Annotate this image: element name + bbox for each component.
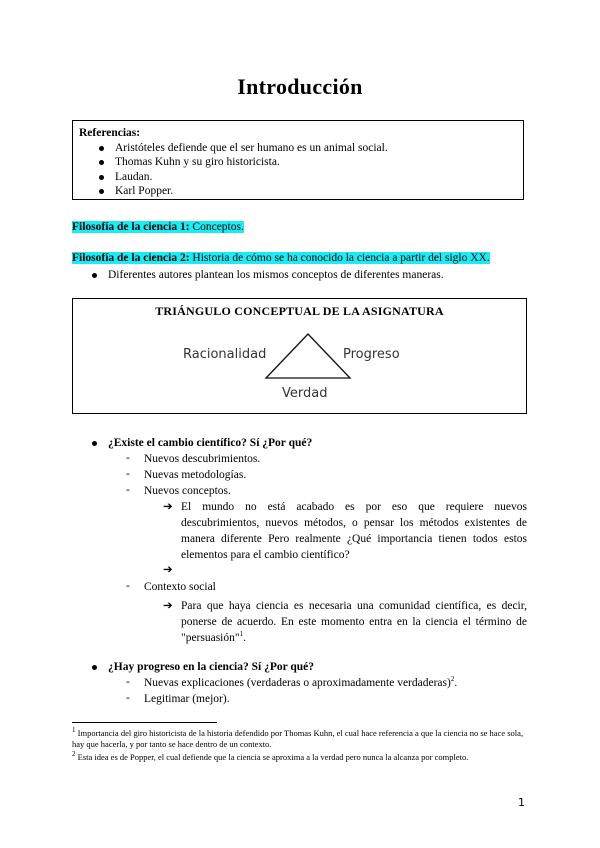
arrow-right-icon: ➔ — [163, 501, 173, 513]
references-list — [79, 141, 517, 199]
list-item: Nuevos conceptos. — [144, 485, 231, 497]
triangle-title: TRIÁNGULO CONCEPTUAL DE LA ASIGNATURA — [155, 304, 444, 318]
bullet-dot — [92, 273, 97, 278]
list-item: Nuevas metodologías. — [144, 469, 247, 481]
dash-marker: - — [126, 692, 130, 704]
list-item: Aristóteles defiende que el ser humano es un animal social. — [79, 141, 517, 156]
footnote-divider — [72, 722, 217, 723]
page-title: Introducción — [237, 74, 363, 99]
list-item-end: . — [454, 677, 458, 689]
section-2-question: ¿Hay progreso en la ciencia? Sí ¿Por qué? — [108, 661, 315, 673]
footnote-1-text: Importancia del giro historicista de la historia defendido por Thomas Kuhn, el cual hace referencia a que la ciencia no se hace sola, hay que hacerla, y por tanto se hace dentro de un contexto. — [72, 728, 524, 749]
dash-marker: - — [126, 468, 130, 480]
list-item: Laudan. — [79, 170, 517, 185]
philosophy-1-text: Conceptos. — [189, 221, 244, 233]
arrow-paragraph-3-text: Para que haya ciencia es necesaria una comunidad científica, es decir, ponerse de acuerdo. En este momento entra en la ciencia el término de "persuasión" — [181, 600, 527, 644]
list-item — [144, 676, 457, 690]
section-1-question: ¿Existe el cambio científico? Sí ¿Por qué? — [108, 437, 313, 449]
arrow-paragraph-3 — [181, 598, 527, 646]
footnote-1 — [72, 728, 527, 750]
philosophy-2-label: Filosofía de la ciencia 2: — [72, 252, 190, 264]
triangle-label-truth: Verdad — [282, 386, 328, 401]
bullet-dot — [92, 665, 97, 670]
references-box — [72, 120, 524, 200]
triangle-label-progress: Progreso — [343, 347, 400, 362]
arrow-right-icon: ➔ — [163, 564, 173, 576]
list-item: Legitimar (mejor). — [144, 693, 230, 705]
arrow-paragraph-1: El mundo no está acabado es por eso que requiere nuevos descubrimientos, nuevos métodos, o pensar los métodos existentes de manera diferente Pero realmente ¿Qué importancia tienen todos estos elementos para el cambio científico? — [181, 501, 527, 561]
philosophy-1-label: Filosofía de la ciencia 1: — [72, 221, 190, 233]
list-item: Karl Popper. — [79, 184, 517, 199]
dash-marker: - — [126, 580, 130, 592]
triangle-label-rationality: Racionalidad — [183, 347, 267, 362]
arrow-right-icon: ➔ — [163, 600, 173, 612]
footnote-1-mark: 1 — [72, 726, 76, 735]
philosophy-2-bullet: Diferentes autores plantean los mismos conceptos de diferentes maneras. — [108, 269, 444, 281]
philosophy-2-text: Historia de cómo se ha conocido la ciencia a partir del siglo XX. — [189, 252, 490, 264]
dash-marker: - — [126, 676, 130, 688]
list-item: Nuevos descubrimientos. — [144, 453, 261, 465]
list-item: Thomas Kuhn y su giro historicista. — [79, 155, 517, 170]
references-heading: Referencias: — [79, 127, 141, 139]
philosophy-1-line — [72, 220, 244, 234]
footnote-2-text: Esta idea es de Popper, el cual defiende que la ciencia se aproxima a la verdad pero nunca la alcanza por completo. — [75, 752, 469, 762]
footnote-ref-2[interactable]: 2 — [450, 675, 455, 684]
list-item-context: Contexto social — [144, 581, 216, 593]
arrow-paragraph-3-end: . — [243, 632, 246, 644]
footnote-2 — [72, 752, 527, 763]
footnote-2-mark: 2 — [72, 750, 76, 759]
list-item-text: Nuevas explicaciones (verdaderas o aproximadamente verdaderas) — [144, 677, 451, 689]
page-number: 1 — [518, 796, 525, 809]
bullet-dot — [92, 441, 97, 446]
dash-marker: - — [126, 484, 130, 496]
footnote-ref-1[interactable]: 1 — [239, 630, 244, 639]
triangle-diagram-box — [72, 298, 527, 414]
dash-marker: - — [126, 452, 130, 464]
philosophy-2-line — [72, 251, 490, 265]
